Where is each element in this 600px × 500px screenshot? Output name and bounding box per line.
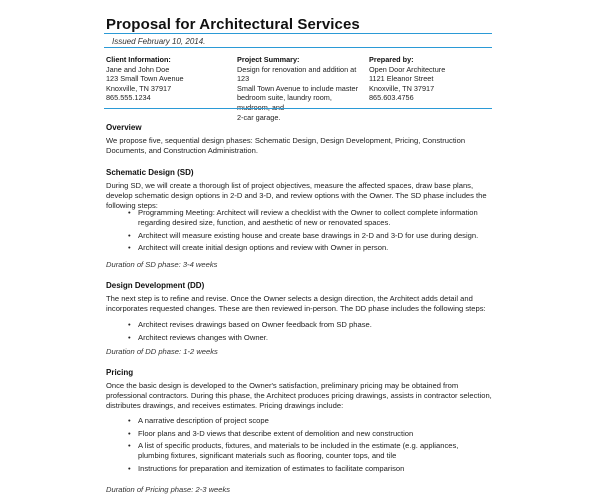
bullet-icon: • [128, 428, 131, 438]
pricing-duration: Duration of Pricing phase: 2-3 weeks [106, 485, 231, 494]
sd-bullet-text: Architect will measure existing house and create base drawings in 2-D and 3-D for use during design. [138, 230, 479, 240]
project-summary [237, 55, 359, 122]
section-rule [104, 108, 492, 109]
document-title: Proposal for Architectural Services [106, 16, 360, 33]
overview-heading: Overview [106, 123, 142, 132]
bullet-icon: • [128, 230, 131, 240]
project-line: 2-car garage. [237, 112, 281, 122]
bullet-icon: • [128, 208, 131, 217]
list-item [128, 464, 488, 474]
pricing-bullet-text: Instructions for preparation and itemization of estimates to facilitate comparison [138, 463, 405, 473]
list-item [128, 416, 488, 426]
pricing-bullet-list [128, 416, 488, 477]
dd-paragraph: The next step is to refine and revise. Once the Owner selects a design direction, the Architect adds detail and incorporates requested changes. These are then reviewed in-person. The DD phase includes the following steps: [106, 294, 486, 314]
dd-heading: Design Development (DD) [106, 281, 205, 290]
project-line: bedroom suite, laundry room, mudroom, and [237, 93, 332, 112]
overview-paragraph: We propose five, sequential design phases: Schematic Design, Design Development, Pricing, Construction Documents, and Construction Administration. [106, 136, 466, 156]
prepared-by-heading: Prepared by: [369, 55, 414, 64]
list-item [128, 231, 488, 241]
prepared-line: 1121 Eleanor Street [369, 74, 434, 84]
prepared-line: 865.603.4756 [369, 93, 414, 103]
client-line: 865.555.1234 [106, 93, 151, 103]
project-line: Design for renovation and addition at 123 [237, 64, 357, 84]
project-summary-heading: Project Summary: [237, 55, 300, 64]
list-item [128, 333, 488, 343]
sd-bullet-list [128, 208, 488, 256]
issued-date: Issued February 10, 2014. [112, 37, 206, 46]
dd-bullet-list [128, 320, 488, 345]
client-line: Knoxville, TN 37917 [106, 83, 172, 93]
sd-heading: Schematic Design (SD) [106, 168, 194, 177]
client-info-heading: Client Information: [106, 55, 171, 64]
bullet-icon: • [128, 332, 131, 342]
sd-bullet-text: Programming Meeting: Architect will review a checklist with the Owner to collect complete information regarding desired size, function, and aesthetic of new or renovated spaces. [138, 208, 478, 228]
project-line: Small Town Avenue to include master [237, 83, 359, 93]
prepared-line: Knoxville, TN 37917 [369, 83, 435, 93]
sd-bullet-text: Architect will create initial design options and review with Owner in person. [138, 243, 389, 253]
pricing-bullet-text: Floor plans and 3-D views that describe extent of demolition and new construction [138, 428, 414, 438]
pricing-bullet-text: A list of specific products, fixtures, and materials to be included in the estimate (e.g. appliances, plumbing fixtures, significant materials such as flooring, counter tops, and tile [138, 441, 459, 461]
title-rule [104, 33, 492, 34]
prepared-line: Open Door Architecture [369, 64, 446, 74]
client-info [106, 55, 226, 103]
bullet-icon: • [128, 243, 131, 253]
pricing-bullet-text: A narrative description of project scope [138, 416, 269, 425]
list-item [128, 441, 488, 461]
prepared-by [369, 55, 489, 103]
dd-bullet-text: Architect revises drawings based on Owner feedback from SD phase. [138, 320, 372, 329]
sd-duration: Duration of SD phase: 3-4 weeks [106, 260, 218, 269]
sd-paragraph: During SD, we will create a thorough list of project objectives, measure the affected spaces, draw base plans, develop schematic design options in 2-D and 3-D, and review options with the Owner. The SD phase includes the following steps: [106, 181, 487, 211]
pricing-paragraph: Once the basic design is developed to the Owner's satisfaction, preliminary pricing may be obtained from professional contractors. During this phase, the Architect produces pricing drawings, assists in contractor selection, distributes drawings, and receives estimates. Pricing drawings include: [106, 381, 492, 411]
bullet-icon: • [128, 320, 131, 329]
list-item [128, 208, 488, 228]
header-rule [104, 47, 492, 48]
bullet-icon: • [128, 416, 131, 425]
bullet-icon: • [128, 463, 131, 473]
dd-duration: Duration of DD phase: 1-2 weeks [106, 347, 218, 356]
list-item [128, 429, 488, 439]
dd-text [106, 294, 494, 314]
pricing-heading: Pricing [106, 368, 134, 377]
list-item [128, 243, 488, 253]
bullet-icon: • [128, 441, 131, 451]
client-line: 123 Small Town Avenue [106, 74, 184, 84]
pricing-text [106, 381, 494, 412]
overview-text [106, 136, 494, 156]
dd-bullet-text: Architect reviews changes with Owner. [138, 332, 268, 342]
client-line: Jane and John Doe [106, 64, 170, 74]
list-item [128, 320, 488, 330]
